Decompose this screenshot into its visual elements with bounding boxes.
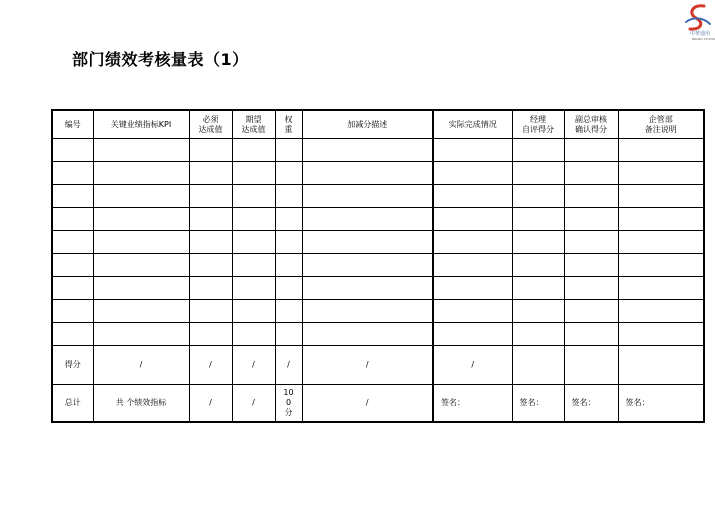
table-cell[interactable]	[189, 323, 232, 346]
table-cell[interactable]	[564, 162, 618, 185]
table-cell[interactable]	[189, 185, 232, 208]
table-cell[interactable]	[564, 208, 618, 231]
table-cell[interactable]	[618, 323, 704, 346]
table-cell[interactable]	[232, 254, 275, 277]
table-row	[52, 323, 704, 346]
table-row	[52, 162, 704, 185]
table-cell[interactable]	[512, 139, 564, 162]
table-cell[interactable]	[52, 185, 93, 208]
table-cell[interactable]	[52, 323, 93, 346]
table-cell[interactable]	[232, 162, 275, 185]
score-label: 得分	[52, 346, 93, 385]
table-cell[interactable]	[52, 300, 93, 323]
table-cell[interactable]	[564, 277, 618, 300]
table-cell[interactable]	[564, 185, 618, 208]
table-cell[interactable]	[564, 254, 618, 277]
table-cell[interactable]	[275, 254, 302, 277]
table-cell[interactable]	[52, 231, 93, 254]
table-cell[interactable]	[275, 300, 302, 323]
table-cell[interactable]	[302, 139, 433, 162]
table-cell[interactable]	[189, 162, 232, 185]
table-cell[interactable]	[618, 139, 704, 162]
table-cell[interactable]	[93, 185, 189, 208]
table-cell[interactable]	[93, 323, 189, 346]
table-cell[interactable]	[232, 323, 275, 346]
table-cell[interactable]	[433, 323, 512, 346]
total-cell[interactable]: /	[302, 385, 433, 423]
header-cell-manager-score: 经理 自评得分	[512, 110, 564, 139]
total-cell[interactable]: /	[232, 385, 275, 423]
total-row	[52, 385, 704, 423]
table-cell[interactable]	[232, 208, 275, 231]
table-cell[interactable]	[302, 277, 433, 300]
table-cell[interactable]	[189, 208, 232, 231]
total-label: 总计	[52, 385, 93, 423]
table-cell[interactable]	[512, 185, 564, 208]
table-cell[interactable]	[275, 231, 302, 254]
table-cell[interactable]	[618, 300, 704, 323]
table-cell[interactable]	[512, 162, 564, 185]
score-cell[interactable]: /	[433, 346, 512, 385]
header-cell-vp-score: 副总审核 确认得分	[564, 110, 618, 139]
total-cell[interactable]: /	[189, 385, 232, 423]
table-row	[52, 254, 704, 277]
table-cell[interactable]	[564, 231, 618, 254]
table-cell[interactable]	[433, 208, 512, 231]
table-cell[interactable]	[302, 323, 433, 346]
table-cell[interactable]	[433, 231, 512, 254]
table-cell[interactable]	[93, 277, 189, 300]
table-cell[interactable]	[433, 162, 512, 185]
table-cell[interactable]	[232, 300, 275, 323]
table-cell[interactable]	[618, 208, 704, 231]
signature-cell[interactable]: 签名：	[433, 385, 512, 423]
table-cell[interactable]	[93, 231, 189, 254]
table-cell[interactable]	[564, 323, 618, 346]
table-cell[interactable]	[232, 277, 275, 300]
table-row	[52, 231, 704, 254]
score-cell[interactable]: /	[189, 346, 232, 385]
table-cell[interactable]	[275, 323, 302, 346]
total-cell-kpi-count[interactable]: 共 个绩效指标	[93, 385, 189, 423]
table-cell[interactable]	[275, 139, 302, 162]
score-cell[interactable]: /	[302, 346, 433, 385]
logo-text: 中華通用	[690, 31, 711, 37]
table-cell[interactable]	[52, 254, 93, 277]
header-cell-number: 编号	[52, 110, 93, 139]
table-cell[interactable]	[189, 231, 232, 254]
table-cell[interactable]	[433, 139, 512, 162]
table-cell[interactable]	[93, 208, 189, 231]
table-cell[interactable]	[232, 185, 275, 208]
table-cell[interactable]	[302, 185, 433, 208]
signature-cell[interactable]: 签名：	[512, 385, 564, 423]
signature-cell[interactable]: 签名：	[564, 385, 618, 423]
table-cell[interactable]	[275, 277, 302, 300]
header-cell-expected: 期望 达成值	[232, 110, 275, 139]
table-cell[interactable]	[52, 139, 93, 162]
table-cell[interactable]	[93, 162, 189, 185]
table-cell[interactable]	[275, 208, 302, 231]
table-cell[interactable]	[433, 185, 512, 208]
table-cell[interactable]	[433, 254, 512, 277]
table-row	[52, 300, 704, 323]
total-cell-weight: 10 0 分	[275, 385, 302, 423]
table-row	[52, 208, 704, 231]
table-row	[52, 139, 704, 162]
header-cell-weight: 权 重	[275, 110, 302, 139]
table-cell[interactable]	[93, 254, 189, 277]
table-cell[interactable]	[512, 231, 564, 254]
header-cell-kpi: 关键业绩指标KPI	[93, 110, 189, 139]
table-cell[interactable]	[275, 185, 302, 208]
table-cell[interactable]	[52, 277, 93, 300]
table-cell[interactable]	[433, 300, 512, 323]
table-cell[interactable]	[618, 185, 704, 208]
table-cell[interactable]	[433, 277, 512, 300]
table-cell[interactable]	[52, 162, 93, 185]
table-cell[interactable]	[189, 254, 232, 277]
kpi-table	[51, 109, 705, 423]
table-cell[interactable]	[302, 208, 433, 231]
table-row	[52, 185, 704, 208]
table-cell[interactable]	[302, 162, 433, 185]
table-cell[interactable]	[618, 277, 704, 300]
header-cell-notes: 企管部 备注说明	[618, 110, 704, 139]
signature-cell[interactable]: 签名：	[618, 385, 704, 423]
table-cell[interactable]	[618, 162, 704, 185]
score-cell[interactable]: /	[93, 346, 189, 385]
table-cell[interactable]	[93, 139, 189, 162]
score-cell[interactable]: /	[232, 346, 275, 385]
table-cell[interactable]	[189, 139, 232, 162]
score-cell[interactable]	[618, 346, 704, 385]
table-cell[interactable]	[618, 231, 704, 254]
table-cell[interactable]	[189, 300, 232, 323]
table-cell[interactable]	[189, 277, 232, 300]
table-cell[interactable]	[564, 139, 618, 162]
table-cell[interactable]	[564, 300, 618, 323]
page-title: 部门绩效考核量表（1）	[72, 50, 249, 69]
table-cell[interactable]	[93, 300, 189, 323]
table-cell[interactable]	[512, 300, 564, 323]
table-cell[interactable]	[302, 300, 433, 323]
header-cell-actual: 实际完成情况	[433, 110, 512, 139]
table-cell[interactable]	[232, 139, 275, 162]
logo-subtext: BRAND STUDIO	[692, 37, 715, 41]
table-cell[interactable]	[512, 208, 564, 231]
header-cell-required: 必须 达成值	[189, 110, 232, 139]
table-cell[interactable]	[512, 254, 564, 277]
table-cell[interactable]	[512, 277, 564, 300]
score-cell[interactable]	[564, 346, 618, 385]
header-row	[52, 110, 704, 139]
score-cell[interactable]	[512, 346, 564, 385]
table-cell[interactable]	[618, 254, 704, 277]
table-cell[interactable]	[302, 231, 433, 254]
table-cell[interactable]	[232, 231, 275, 254]
table-row	[52, 277, 704, 300]
header-cell-adjust-desc: 加减分描述	[302, 110, 433, 139]
score-cell[interactable]: /	[275, 346, 302, 385]
table-cell[interactable]	[275, 162, 302, 185]
score-row	[52, 346, 704, 385]
table-cell[interactable]	[302, 254, 433, 277]
table-cell[interactable]	[512, 323, 564, 346]
table-cell[interactable]	[52, 208, 93, 231]
